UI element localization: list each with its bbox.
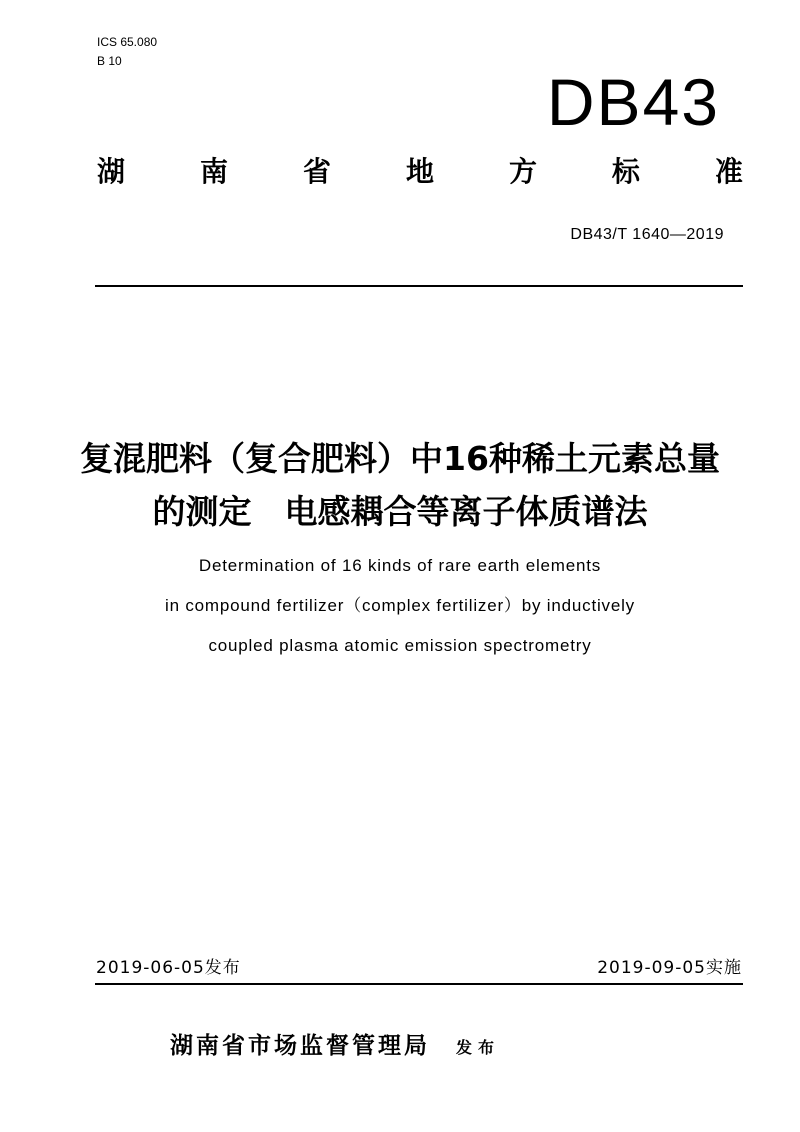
issue-date: 2019-06-05发布 bbox=[96, 958, 241, 978]
ccs-code: B 10 bbox=[97, 54, 122, 68]
implementation-date: 2019-09-05实施 bbox=[597, 958, 742, 978]
title-cn-line1: 复混肥料（复合肥料）中16种稀土元素总量 bbox=[80, 439, 720, 478]
publisher bbox=[170, 1030, 500, 1064]
standard-code: DB43 bbox=[546, 65, 720, 139]
title-en-line2: in compound fertilizer（complex fertilizer）by inductively bbox=[165, 596, 635, 615]
title-cn-line2: 的测定 电感耦合等离子体质谱法 bbox=[152, 492, 648, 531]
footer-divider bbox=[95, 983, 743, 985]
title-en-line3: coupled plasma atomic emission spectrometry bbox=[208, 636, 592, 655]
title-en-line1: Determination of 16 kinds of rare earth elements bbox=[198, 556, 602, 575]
standard-type-char: 准 bbox=[714, 155, 743, 188]
standard-type-char: 省 bbox=[302, 155, 331, 188]
header-divider bbox=[95, 285, 743, 287]
publisher-suffix: 发布 bbox=[456, 1038, 501, 1057]
publisher-name: 湖南省市场监督管理局 bbox=[170, 1033, 430, 1059]
standard-type-char: 标 bbox=[611, 155, 640, 188]
standard-type-char: 方 bbox=[508, 155, 537, 188]
standard-type-char: 湖 bbox=[97, 155, 126, 188]
standard-type-char: 地 bbox=[405, 155, 434, 188]
standard-type-char: 南 bbox=[199, 155, 228, 188]
standard-type bbox=[97, 150, 743, 194]
standard-number: DB43/T 1640—2019 bbox=[570, 226, 724, 243]
ics-code: ICS 65.080 bbox=[97, 35, 158, 49]
classification-codes bbox=[97, 33, 157, 71]
